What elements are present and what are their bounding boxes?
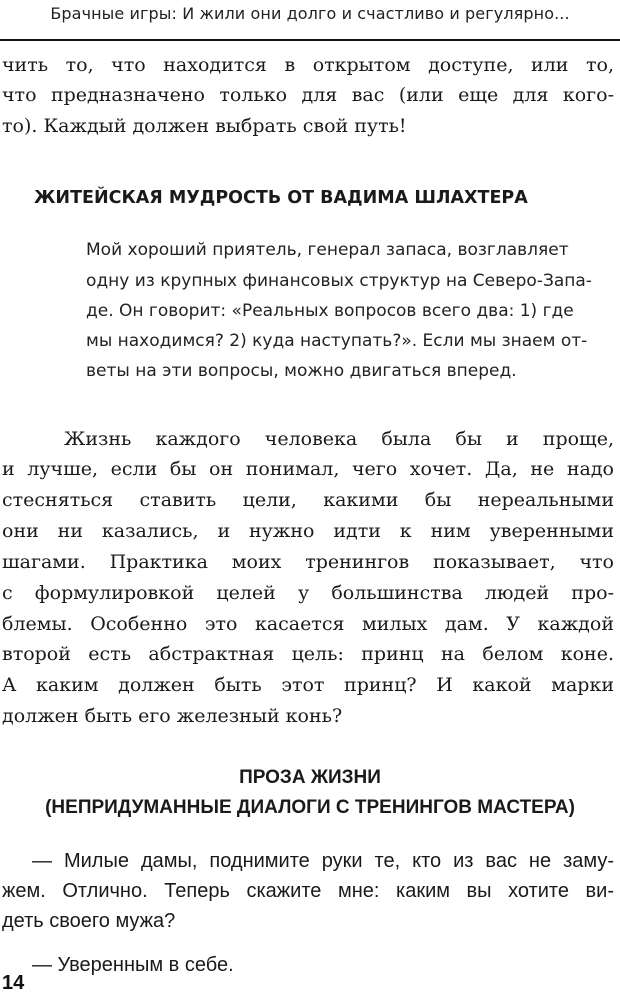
text-line: должен быть его железный конь? [2, 705, 343, 727]
text-line: что предназначено только для вас (или еще для кого- [2, 84, 614, 106]
dialogue-line: жем. Отлично. Теперь скажите мне: каким вы хотите ви- [2, 880, 614, 902]
prose-heading-subtitle: (НЕПРИДУМАННЫЕ ДИАЛОГИ С ТРЕНИНГОВ МАСТЕРА) [45, 797, 575, 818]
text-line: стесняться ставить цели, какими бы нереальными [2, 489, 614, 511]
quote-line: Мой хороший приятель, генерал запаса, возглавляет [86, 240, 569, 260]
dialogue-line: — Уверенным в себе. [32, 954, 234, 976]
dialogue-line: — Милые дамы, поднимите руки те, кто из вас не заму- [32, 850, 614, 872]
text-line: то). Каждый должен выбрать свой путь! [2, 115, 407, 137]
dialogue-line: деть своего мужа? [2, 910, 176, 932]
quote-line: де. Он говорит: «Реальных вопросов всего два: 1) где [86, 301, 574, 321]
quote-line: веты на эти вопросы, можно двигаться вперед. [86, 361, 517, 381]
text-line: они ни казались, и нужно идти к ним уверенными [2, 520, 614, 542]
text-line: второй есть абстрактная цель: принц на белом коне. [2, 643, 614, 665]
text-line: с формулировкой целей у большинства людей про- [2, 582, 614, 604]
header-rule [0, 39, 620, 41]
running-title: Брачные игры: И жили они долго и счастливо и регулярно... [50, 4, 570, 23]
text-line: шагами. Практика моих тренингов показывает, что [2, 551, 614, 573]
page-number: 14 [2, 972, 25, 994]
prose-heading-title: ПРОЗА ЖИЗНИ [239, 767, 381, 788]
text-line: А каким должен быть этот принц? И какой марки [2, 674, 614, 696]
text-line: и лучше, если бы он понимал, чего хочет. Да, не надо [2, 458, 614, 480]
text-line: чить то, что находится в открытом доступе, или то, [2, 54, 614, 76]
quote-line: одну из крупных финансовых структур на Северо-Запа- [86, 271, 592, 291]
section-heading: ЖИТЕЙСКАЯ МУДРОСТЬ ОТ ВАДИМА ШЛАХТЕРА [34, 188, 528, 208]
text-line: блемы. Особенно это касается милых дам. У каждой [2, 613, 614, 635]
text-line: Жизнь каждого человека была бы и проще, [64, 428, 614, 450]
quote-line: мы находимся? 2) куда наступать?». Если мы знаем от- [86, 331, 588, 351]
